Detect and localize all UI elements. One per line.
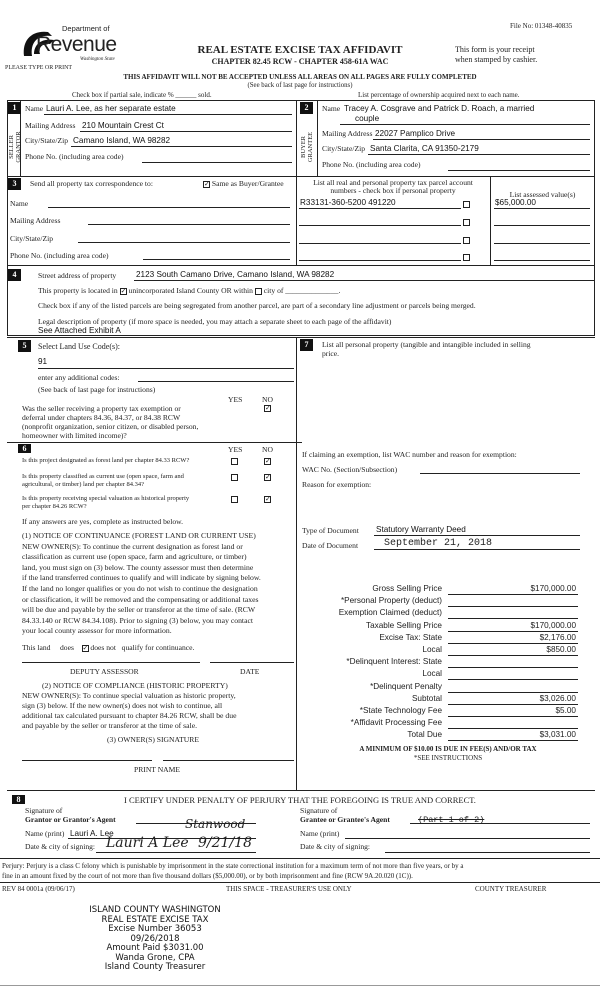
personal-property-checkbox[interactable] (463, 252, 470, 261)
historic-question: Is this property receiving special valuation as historical property (22, 495, 190, 502)
grantee-agent-label: Grantee or Grantee's Agent (300, 815, 390, 824)
current-use-no-checkbox[interactable]: ✓ (265, 472, 271, 481)
fee-label: *Delinquent Interest: State (346, 657, 442, 667)
continuance-qualify: This land does ✓ does not qualify for continuance. (22, 643, 195, 652)
street-address-field[interactable]: 2123 South Camano Drive, Camano Island, WA 98282 (136, 270, 335, 279)
parcel-header-2: numbers - check box if personal property (330, 186, 456, 195)
doc-type-label: Type of Document (302, 526, 359, 535)
buyer-name-label: Name (322, 104, 341, 113)
buyer-city-field[interactable]: Santa Clarita, CA 91350-2179 (370, 144, 479, 153)
exemption-question: (nonprofit organization, senior citizen, or disabled person, (22, 422, 199, 431)
seller-city-label: City/State/Zip (25, 136, 69, 145)
city-checkbox[interactable] (255, 288, 262, 295)
wac-label: WAC No. (Section/Subsection) (302, 465, 398, 474)
notice-of-compliance: (2) NOTICE OF COMPLIANCE (HISTORIC PROPERTY) NEW OWNER(S): To continue special valuation as historic property, sign (3) below. If the new owner(s) does not wish to continue, all additional tax calculated pursuant to chapter 84.26 RCW, shall be due and payable by the seller or transferor at the time of sale. (22, 681, 237, 730)
date-label: DATE (240, 667, 260, 676)
fee-value[interactable]: $3,026.00 (539, 693, 576, 703)
grantee-name-label: Name (print) (300, 829, 340, 838)
grantor-date-label: Date & city of signing: (25, 842, 96, 851)
grantor-agent-label: Grantor or Grantor's Agent (25, 815, 116, 824)
fee-label: *State Technology Fee (359, 706, 442, 715)
file-number: File No: 01348-40835 (510, 22, 573, 30)
fee-underline (448, 679, 578, 680)
fee-label: *Personal Property (deduct) (340, 596, 442, 606)
corr-city-field[interactable] (78, 242, 290, 243)
grantor-name-field[interactable]: Lauri A. Lee (70, 829, 114, 838)
corr-mail-field[interactable] (88, 224, 290, 225)
forest-yes-checkbox[interactable] (231, 456, 238, 465)
owner-print-name-field[interactable] (163, 760, 294, 761)
fee-label: Exemption Claimed (deduct) (338, 608, 442, 618)
fee-value[interactable]: $5.00 (555, 706, 576, 715)
historic-no-checkbox[interactable]: ✓ (265, 494, 271, 503)
buyer-city-label: City/State/Zip (322, 144, 366, 153)
additional-codes-field[interactable] (138, 381, 294, 382)
assessor-date-field[interactable] (210, 662, 294, 663)
treasurer-stamp: ISLAND COUNTY WASHINGTON REAL ESTATE EXCISE TAX Excise Number 36053 09/26/2018 Amount Paid $3031.00 Wanda Grone, CPA Island County Treasurer (89, 905, 221, 972)
section-8-number: 8 (12, 795, 25, 804)
grantor-signature-handwritten: Lauri A Lee (106, 835, 189, 851)
fee-underline (448, 667, 578, 668)
seller-name-field[interactable]: Lauri A. Lee, as her separate estate (46, 104, 176, 113)
fee-value[interactable]: $850.00 (546, 645, 576, 654)
buyer-phone-label: Phone No. (including area code) (322, 160, 421, 169)
section-4-number: 4 (8, 269, 21, 281)
exemption-claim-label: If claiming an exemption, list WAC number and reason for exemption: (302, 450, 517, 459)
street-label: Street address of property (38, 271, 117, 280)
seller-grantor-label: SELLER GRANTOR (8, 131, 22, 163)
exemption-question: Was the seller receiving a property tax exemption or (22, 404, 181, 413)
same-as-buyer-checkbox[interactable]: ✓ Same as Buyer/Grantee (204, 179, 284, 188)
personal-property-label: List all personal property (tangible and intangible included in selling (322, 340, 531, 349)
unincorporated-checkbox[interactable]: ✓ (120, 286, 127, 295)
perjury-note-cont: fine in an amount fixed by the court of not more than five thousand dollars ($5,000.00), or by both imprisonment and fine (RCW 9A.20.020 (1C)). (2, 872, 413, 880)
current-use-question: Is this property classified as current use (open space, farm and (22, 473, 184, 480)
fee-value[interactable]: $170,000.00 (530, 620, 576, 630)
location-line: This property is located in ✓ unincorporated Island County OR within city of ______________. (38, 286, 341, 295)
forest-land-question: Is this project designated as forest land per chapter 84.33 RCW? (22, 457, 190, 464)
correspondence-label: Send all property tax correspondence to: (30, 179, 153, 188)
additional-codes-label: enter any additional codes: (38, 373, 120, 382)
dor-logo: Department of Revenue Washington State (18, 24, 123, 64)
see-instructions: *SEE INSTRUCTIONS (413, 754, 483, 762)
fee-underline (448, 728, 578, 729)
deputy-assessor-signature[interactable] (22, 662, 200, 663)
section-3-number: 3 (8, 178, 21, 190)
form-chapter: CHAPTER 82.45 RCW - CHAPTER 458-61A WAC (211, 57, 389, 66)
s5-no-header: NO (262, 395, 273, 404)
fee-underline (448, 655, 578, 656)
exemption-question: deferral under chapters 84.36, 84.37, or 84.38 RCW (22, 413, 181, 422)
fee-underline (448, 692, 578, 693)
fee-value[interactable]: $2,176.00 (539, 632, 576, 642)
fee-underline (448, 606, 578, 607)
doc-type-field[interactable]: Statutory Warranty Deed (376, 525, 466, 534)
land-use-code-field[interactable]: 91 (38, 357, 48, 366)
s6-no-header: NO (262, 445, 273, 454)
fee-label: Local (422, 645, 442, 654)
buyer-name-field[interactable]: Tracey A. Cosgrave and Patrick D. Roach, a married (344, 104, 535, 113)
certify-statement: I CERTIFY UNDER PENALTY OF PERJURY THAT THE FOREGOING IS TRUE AND CORRECT. (124, 795, 476, 805)
seller-phone-field[interactable] (142, 162, 292, 163)
fee-label: *Delinquent Penalty (370, 681, 442, 691)
historic-yes-checkbox[interactable] (231, 494, 238, 503)
print-name-label: PRINT NAME (134, 765, 181, 774)
notice-of-continuance: (1) NOTICE OF CONTINUANCE (FOREST LAND OR CURRENT USE) NEW OWNER(S): To continue the current designation as forest land or classification as current use (open space, farm and agriculture, or timber) land, you must sign on (3) below. The county assessor must then determine if the land transferred continues to qualify and will indicate by signing below. If the land no longer qualifies or you do not wish to continue the designation or classification, it will be removed and the compensating or additional taxes will be due and payable by the seller or transferor at the time of sale. (RCW 84.33.140 or RCW 84.34.108). Prior to signing (3) below, you may contact your local county assessor for more information. (22, 531, 261, 636)
assessed-value-field[interactable]: $65,000.00 (495, 198, 536, 207)
buyer-name-field-cont[interactable]: couple (355, 114, 380, 123)
grantee-name-field[interactable] (345, 838, 590, 839)
corr-city-label: City/State/Zip (10, 234, 54, 243)
doc-date-label: Date of Document (302, 541, 359, 550)
fee-value[interactable]: $170,000.00 (530, 584, 576, 593)
grantor-city-handwritten: Stanwood (185, 817, 246, 831)
personal-property-checkbox[interactable] (463, 217, 470, 226)
legal-desc-label: Legal description of property (if more space is needed, you may attach a separate sheet to each page of the affidavit) (38, 317, 392, 326)
fee-underline (448, 704, 578, 705)
buyer-mail-field[interactable]: 22027 Pamplico Drive (375, 129, 456, 138)
does-not-checkbox[interactable]: ✓ (82, 643, 89, 652)
grantee-date-field[interactable] (385, 852, 590, 853)
buyer-mail-label: Mailing Address (322, 129, 373, 138)
corr-phone-field[interactable] (143, 259, 290, 260)
warning-text: THIS AFFIDAVIT WILL NOT BE ACCEPTED UNLESS ALL AREAS ON ALL PAGES ARE FULLY COMPLETED (123, 73, 477, 81)
grantee-sig-label: Signature of (300, 806, 338, 815)
see-back-note: (See back of last page for instructions) (247, 82, 353, 89)
corr-name-label: Name (10, 199, 29, 208)
segregated-note: Check box if any of the listed parcels are being segregated from another parcel, are part of a secondary line adjustment or parcels being merged. (38, 301, 476, 310)
fee-underline (448, 740, 578, 741)
current-use-yes-checkbox[interactable] (231, 472, 238, 481)
fee-underline (448, 643, 578, 644)
land-use-label: Select Land Use Code(s): (38, 342, 120, 351)
seller-mail-field[interactable]: 210 Mountain Crest Ct (82, 121, 164, 130)
seller-mail-label: Mailing Address (25, 121, 76, 130)
assessed-header: List assessed value(s) (509, 190, 576, 199)
perjury-note: Perjury: Perjury is a class C felony which is punishable by imprisonment in the state correctional institution for a maximum term of not more than five years, or by a (2, 862, 464, 870)
personal-property-checkbox[interactable] (463, 235, 470, 244)
fee-label: Local (422, 669, 442, 679)
section-6-number: 6 (18, 444, 31, 453)
wac-field[interactable] (420, 473, 580, 474)
minimum-note: A MINIMUM OF $10.00 IS DUE IN FEE(S) AND/OR TAX (359, 745, 537, 753)
personal-property-label-cont: price. (322, 349, 340, 358)
grantor-date-handwritten: 9/21/18 (198, 835, 252, 851)
fee-underline (448, 618, 578, 619)
fee-label: Excise Tax: State (379, 632, 442, 642)
s6-yes-header: YES (228, 445, 243, 454)
doc-date-field[interactable]: September 21, 2018 (384, 538, 493, 549)
section-5-number: 5 (18, 340, 31, 352)
seller-city-field[interactable]: Camano Island, WA 98282 (73, 136, 171, 145)
forest-no-checkbox[interactable]: ✓ (265, 456, 271, 465)
fee-label: Total Due (407, 730, 442, 740)
s5-yes-header: YES (228, 395, 243, 404)
corr-phone-label: Phone No. (including area code) (10, 251, 109, 260)
fee-underline (448, 631, 578, 632)
owner-signature-field[interactable] (22, 760, 152, 761)
section-7-number: 7 (300, 339, 313, 351)
if-yes-note: If any answers are yes, complete as instructed below. (22, 517, 184, 526)
corr-name-field[interactable] (48, 207, 290, 208)
s5-see-back: (See back of last page for instructions) (38, 385, 156, 394)
grantor-name-label: Name (print) (25, 829, 65, 838)
percentage-note: List percentage of ownership acquired next to each name. (358, 91, 520, 99)
fee-label: *Affidavit Processing Fee (350, 718, 442, 728)
fee-underline (448, 716, 578, 717)
grantor-sig-label: Signature of (25, 806, 63, 815)
seller-phone-label: Phone No. (including area code) (25, 152, 124, 161)
parcel-number-field[interactable]: R33131-360-5200 491220 (300, 198, 396, 207)
partial-sale-field[interactable]: Check box if partial sale, indicate % ______ sold. (72, 91, 212, 99)
exemption-question: homeowner with limited income)? (22, 431, 127, 440)
current-use-question: agricultural, or timber) land per chapter 84.34? (22, 481, 145, 488)
fee-underline (448, 594, 578, 595)
owner-signature-label: (3) OWNER(S) SIGNATURE (107, 735, 199, 744)
treasurer-use-label: THIS SPACE - TREASURER'S USE ONLY (226, 885, 352, 893)
fee-label: Taxable Selling Price (365, 620, 442, 630)
revision-code: REV 84 0001a (09/06/17) (2, 885, 75, 893)
form-title: REAL ESTATE EXCISE TAX AFFIDAVIT (197, 44, 403, 56)
section-2-number: 2 (300, 102, 313, 114)
section-1-number: 1 (8, 102, 21, 114)
fee-label: Subtotal (411, 693, 442, 703)
parcel-header-1: List all real and personal property tax parcel account (313, 178, 473, 187)
seller-name-label: Name (25, 104, 44, 113)
buyer-phone-field[interactable] (448, 170, 590, 171)
grantee-date-label: Date & city of signing: (300, 842, 371, 851)
county-treasurer-label: COUNTY TREASURER (475, 885, 547, 893)
deputy-assessor-label: DEPUTY ASSESSOR (70, 667, 139, 676)
historic-question: per chapter 84.26 RCW? (22, 503, 87, 510)
legal-desc-field[interactable]: See Attached Exhibit A (38, 326, 121, 335)
personal-property-checkbox[interactable] (463, 199, 470, 208)
exemption-no-checkbox[interactable]: ✓ (265, 403, 271, 412)
receipt-note-2: when stamped by cashier. (455, 55, 538, 64)
receipt-note-1: This form is your receipt (455, 45, 535, 54)
corr-mail-label: Mailing Address (10, 216, 61, 225)
grantee-signature-field[interactable]: (Part 1 of 2) (418, 815, 485, 825)
please-type: PLEASE TYPE OR PRINT (5, 65, 73, 71)
buyer-grantee-label: BUYER GRANTEE (300, 131, 314, 163)
fee-value[interactable]: $3,031.00 (539, 730, 576, 740)
fee-label: Gross Selling Price (372, 584, 442, 593)
reason-label: Reason for exemption: (302, 480, 372, 489)
